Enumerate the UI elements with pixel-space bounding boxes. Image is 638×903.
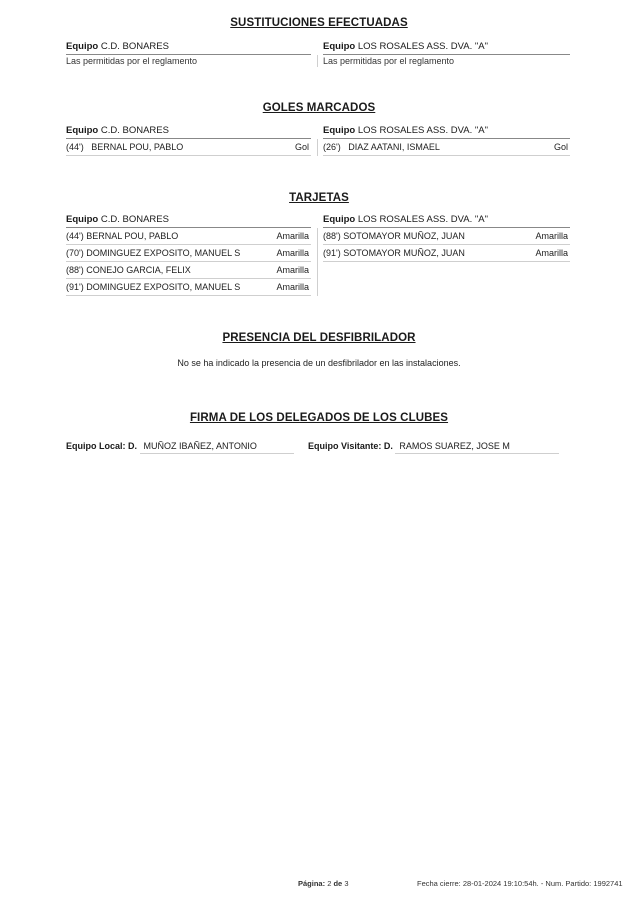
column-divider <box>317 55 318 67</box>
card-kind: Amarilla <box>276 248 309 258</box>
goles-local <box>66 125 311 156</box>
sustituciones-note: Las permitidas por el reglamento <box>323 56 455 66</box>
sustituciones-visitante <box>323 41 570 67</box>
equipo-header <box>66 125 311 139</box>
equipo-label: Equipo <box>66 41 99 52</box>
goles-visitante <box>323 125 570 156</box>
section-title-goles: GOLES MARCADOS <box>262 102 376 114</box>
card-row <box>66 245 311 262</box>
card-kind: Amarilla <box>535 248 568 258</box>
equipo-header <box>66 41 311 55</box>
section-title-desfibrilador: PRESENCIA DEL DESFIBRILADOR <box>222 332 416 344</box>
page-counter <box>298 879 348 888</box>
goal-row <box>66 139 311 156</box>
pagina-label: Página: <box>298 879 326 888</box>
team-name: C.D. BONARES <box>100 214 169 225</box>
card-kind: Amarilla <box>276 282 309 292</box>
equipo-label: Equipo <box>323 214 356 225</box>
desfibrilador-text: No se ha indicado la presencia de un desfibrilador en las instalaciones. <box>177 358 461 368</box>
firma-local <box>66 440 294 454</box>
goal-row <box>323 139 570 156</box>
card-player: (91') DOMINGUEZ EXPOSITO, MANUEL S <box>66 282 241 292</box>
card-row <box>66 279 311 296</box>
equipo-label: Equipo <box>323 125 356 136</box>
firma-local-name: MUÑOZ IBAÑEZ, ANTONIO <box>140 440 294 454</box>
goal-player: (26') DIAZ AATANI, ISMAEL <box>323 142 440 152</box>
equipo-label: Equipo <box>323 41 356 52</box>
firma-local-label: Equipo Local: D. <box>66 441 137 451</box>
card-row <box>323 245 570 262</box>
tarjetas-visitante <box>323 214 570 262</box>
team-name: LOS ROSALES ASS. DVA. "A" <box>357 125 488 136</box>
firma-visitante <box>308 440 559 454</box>
equipo-header <box>323 125 570 139</box>
card-player: (91') SOTOMAYOR MUÑOZ, JUAN <box>323 248 465 258</box>
card-row <box>66 228 311 245</box>
card-player: (44') BERNAL POU, PABLO <box>66 231 179 241</box>
team-name: LOS ROSALES ASS. DVA. "A" <box>357 41 488 52</box>
team-name: C.D. BONARES <box>100 41 169 52</box>
pagina-total: 3 <box>344 879 349 888</box>
goal-kind: Gol <box>294 142 309 152</box>
pagina-num: 2 <box>327 879 332 888</box>
card-kind: Amarilla <box>276 231 309 241</box>
firma-visitante-name: RAMOS SUAREZ, JOSE M <box>395 440 559 454</box>
equipo-label: Equipo <box>66 214 99 225</box>
card-kind: Amarilla <box>535 231 568 241</box>
goal-kind: Gol <box>553 142 568 152</box>
column-divider <box>317 228 318 296</box>
card-player: (88') SOTOMAYOR MUÑOZ, JUAN <box>323 231 465 241</box>
sustituciones-note: Las permitidas por el reglamento <box>66 56 198 66</box>
de-label: de <box>333 879 343 888</box>
equipo-header <box>323 214 570 228</box>
firma-visitante-label: Equipo Visitante: D. <box>308 441 393 451</box>
equipo-label: Equipo <box>66 125 99 136</box>
section-title-tarjetas: TARJETAS <box>289 192 349 204</box>
sustituciones-local <box>66 41 311 67</box>
tarjetas-local <box>66 214 311 296</box>
card-player: (88') CONEJO GARCIA, FELIX <box>66 265 191 275</box>
card-player: (70') DOMINGUEZ EXPOSITO, MANUEL S <box>66 248 241 258</box>
card-row <box>66 262 311 279</box>
goal-player: (44') BERNAL POU, PABLO <box>66 142 184 152</box>
equipo-header <box>323 41 570 55</box>
column-divider <box>317 139 318 156</box>
footer-info: Fecha cierre: 28-01-2024 19:10:54h. - Num. Partido: 1992741 <box>417 879 623 888</box>
team-name: LOS ROSALES ASS. DVA. "A" <box>357 214 488 225</box>
team-name: C.D. BONARES <box>100 125 169 136</box>
card-row <box>323 228 570 245</box>
section-title-sustituciones: SUSTITUCIONES EFECTUADAS <box>230 17 408 29</box>
card-kind: Amarilla <box>276 265 309 275</box>
section-title-firma: FIRMA DE LOS DELEGADOS DE LOS CLUBES <box>189 412 449 424</box>
equipo-header <box>66 214 311 228</box>
